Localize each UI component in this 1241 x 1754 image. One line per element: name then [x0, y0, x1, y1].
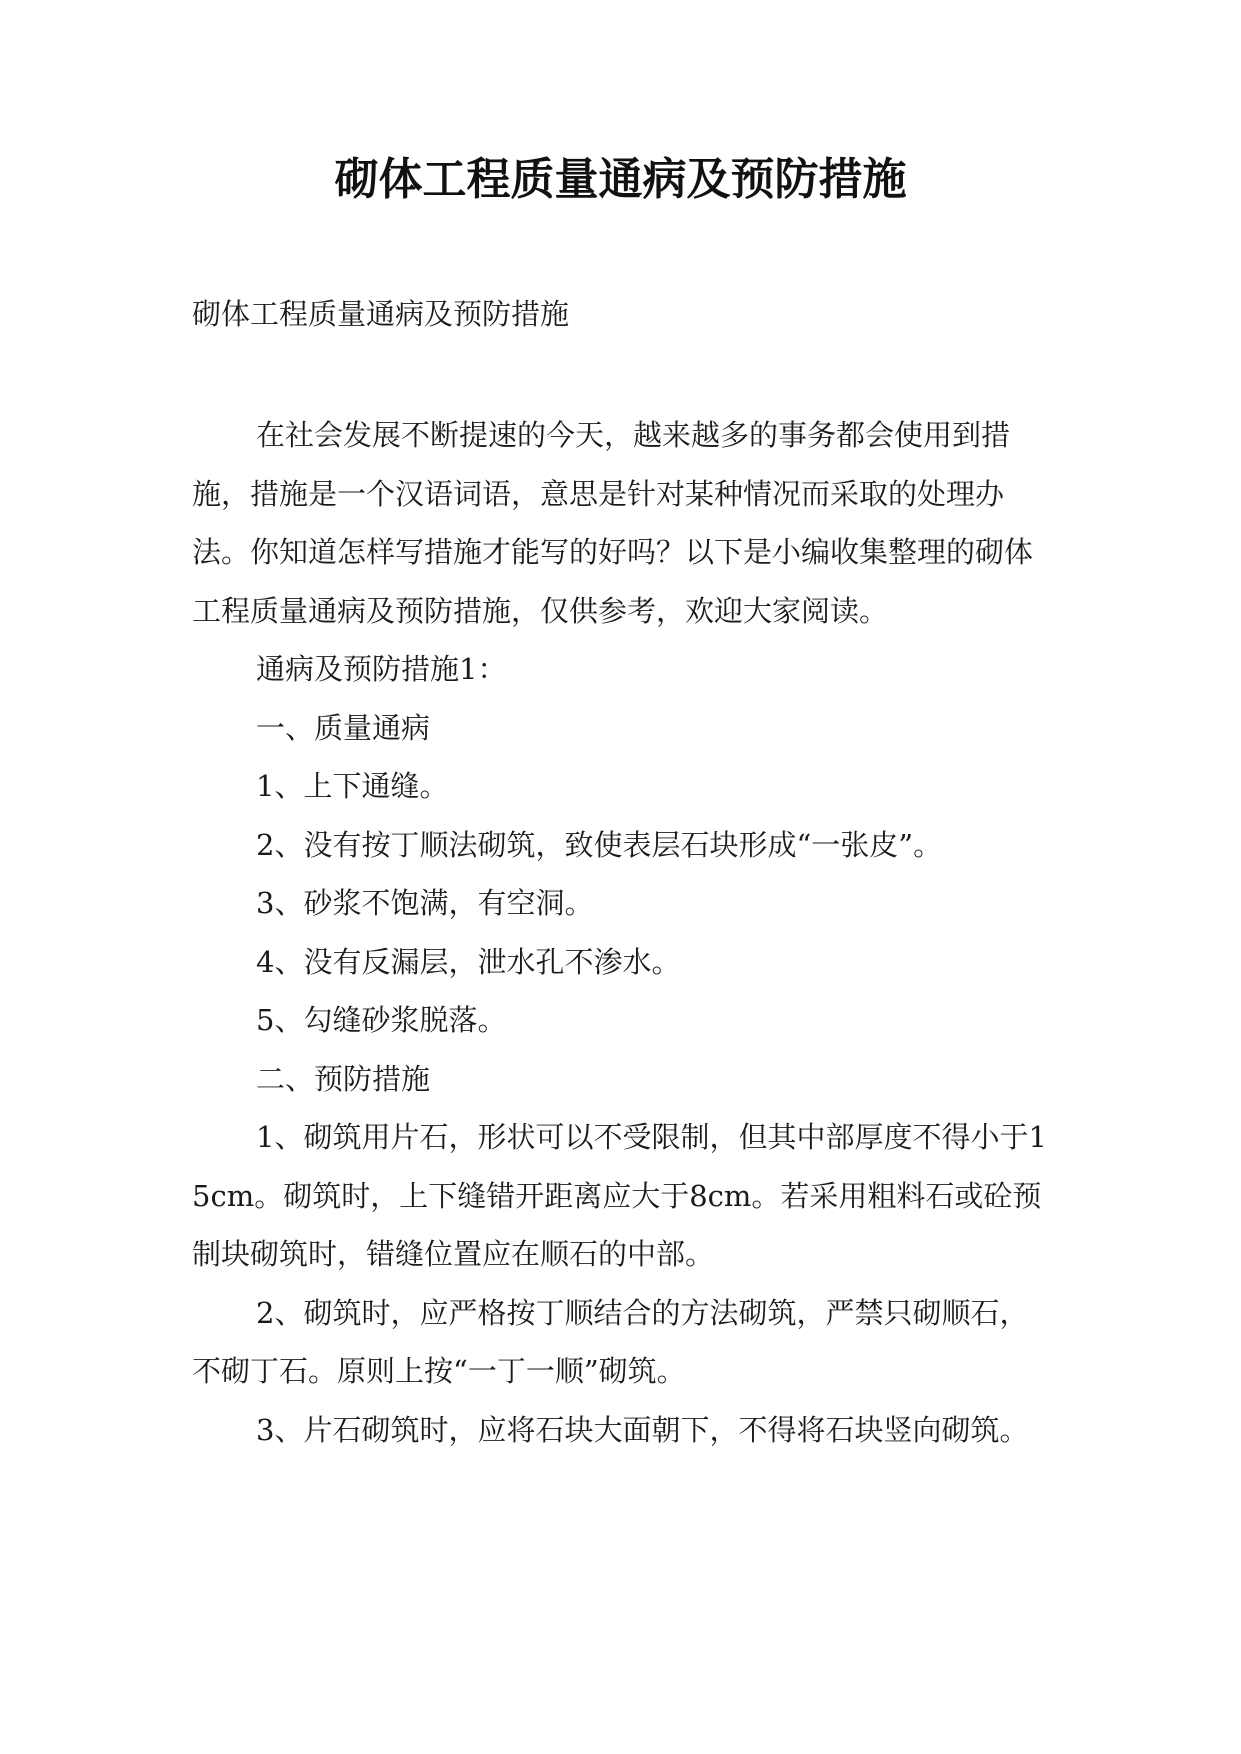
document-subtitle: 砌体工程质量通病及预防措施 [192, 297, 570, 331]
measure-item: 2、砌筑时，应严格按丁顺结合的方法砌筑，严禁只砌顺石，不砌丁石。原则上按“一丁一顺”砌筑。 [192, 1295, 1029, 1388]
part-heading-issues: 一、质量通病 [256, 710, 431, 745]
issue-item: 5、勾缝砂浆脱落。 [256, 1003, 507, 1037]
document-title: 砌体工程质量通病及预防措施 [334, 154, 907, 205]
section-heading: 通病及预防措施1： [256, 652, 507, 686]
document-body [192, 406, 1052, 1459]
measure-item: 1、砌筑用片石，形状可以不受限制，但其中部厚度不得小于15cm。砌筑时，上下缝错开距离应大于8cm。若采用粗料石或砼预制块砌筑时，错缝位置应在顺石的中部。 [192, 1120, 1047, 1271]
intro-paragraph: 在社会发展不断提速的今天，越来越多的事务都会使用到措施，措施是一个汉语词语，意思是针对某种情况而采取的处理办法。你知道怎样写措施才能写的好吗？以下是小编收集整理的砌体工程质量通病及预防措施，仅供参考，欢迎大家阅读。 [192, 418, 1034, 628]
issue-item: 4、没有反漏层，泄水孔不渗水。 [256, 944, 681, 979]
part-heading-measures: 二、预防措施 [256, 1061, 431, 1096]
issue-item: 3、砂浆不饱满，有空洞。 [256, 886, 594, 920]
measure-item: 3、片石砌筑时，应将石块大面朝下，不得将石块竖向砌筑。 [256, 1412, 1029, 1447]
issue-item: 1、上下通缝。 [256, 769, 449, 803]
issue-item: 2、没有按丁顺法砌筑，致使表层石块形成“一张皮”。 [256, 827, 943, 862]
